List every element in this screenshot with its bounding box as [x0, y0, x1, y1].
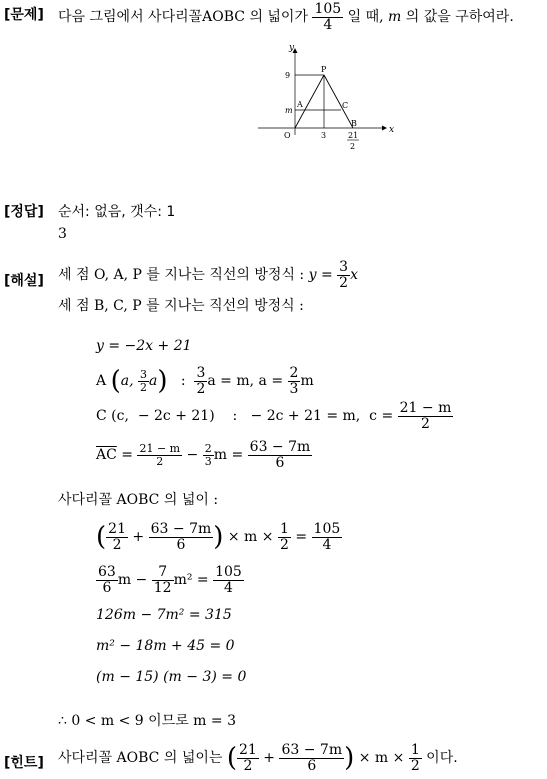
- eq-AC-length: [96, 440, 312, 470]
- frac-3-2b: [194, 366, 207, 396]
- frac-63-7m-6: [279, 743, 344, 773]
- tick-9: 9: [285, 71, 291, 80]
- frac-num: 21 − m: [139, 442, 181, 456]
- frac-den: 6: [307, 757, 317, 774]
- frac-den: 4: [224, 579, 233, 596]
- frac-3-2: [138, 369, 149, 393]
- frac-den: 2: [112, 536, 122, 553]
- frac-2-3: [288, 366, 301, 396]
- frac-num: 2: [289, 365, 299, 381]
- point-A-label: A: [96, 373, 111, 390]
- origin-O: O: [284, 131, 291, 140]
- frac-den: 2: [196, 380, 206, 397]
- problem-area-fraction: [312, 2, 343, 32]
- hint-label: [힌트]: [4, 755, 44, 771]
- paren-open: (: [110, 366, 121, 397]
- eq-line-bcp: y = −2x + 21: [96, 338, 192, 354]
- eq-point-A: [96, 366, 314, 396]
- frac-num: 63 − 7m: [249, 439, 311, 455]
- frac-63-7m-6: [248, 440, 313, 470]
- frac-21m-2: [137, 443, 182, 467]
- frac-1-2: [278, 522, 291, 552]
- plus: +: [127, 529, 149, 546]
- frac-den: 2: [279, 536, 289, 553]
- frac-num: 3: [139, 368, 147, 382]
- point-A: A: [297, 100, 303, 109]
- answer-value: 3: [58, 226, 67, 242]
- problem-text: [58, 2, 514, 32]
- answer-line1: 순서: 없음, 갯수: 1: [58, 204, 176, 220]
- frac-num: 21: [108, 521, 126, 537]
- y-axis-label: y: [289, 43, 295, 53]
- eq-sign: =: [316, 267, 338, 284]
- paren-open: (: [96, 522, 107, 553]
- eq-text1: a = m, a =: [207, 373, 288, 390]
- frac-num: 21 − m: [399, 400, 452, 416]
- point-B: B: [351, 119, 357, 128]
- frac-num: 2: [204, 442, 212, 456]
- frac-num: 1: [279, 521, 289, 537]
- frac-21-2: [237, 743, 259, 773]
- frac-num: 105: [314, 1, 342, 17]
- frac-den: 4: [323, 16, 333, 33]
- frac-2-3: [203, 443, 214, 467]
- var-x: x: [350, 267, 358, 284]
- eq-area: [96, 522, 342, 552]
- solution-line2: 세 점 B, C, P 를 지나는 직선의 방정식 :: [58, 298, 304, 314]
- line1-text: 세 점 O, A, P 를 지나는 직선의 방정식 :: [58, 267, 309, 284]
- problem-post2: 의 값을 구하여라.: [401, 9, 514, 26]
- eq-simplified: 126m − 7m² = 315: [96, 607, 232, 623]
- point-C: C: [342, 101, 349, 110]
- eq-sign: =: [116, 447, 138, 464]
- frac-den: 3: [204, 454, 212, 468]
- frac-den: 2: [243, 757, 253, 774]
- frac-1-2: [409, 743, 422, 773]
- eq-point-C: [96, 401, 453, 431]
- frac-num: 63 − 7m: [281, 742, 343, 758]
- paren-close: ): [344, 743, 355, 774]
- area-label: 사다리꼴 AOBC 의 넓이 :: [58, 492, 219, 508]
- frac-105-4: [312, 522, 343, 552]
- frac-63-7m-6: [149, 522, 214, 552]
- point-P: P: [321, 65, 327, 74]
- paren-close: ): [157, 366, 168, 397]
- tick-3: 3: [321, 131, 327, 140]
- var-y: y: [308, 267, 317, 284]
- slope-fraction: [337, 260, 350, 290]
- frac-den: 6: [176, 536, 186, 553]
- hint-pre: 사다리꼴 AOBC 의 넓이는: [58, 750, 227, 767]
- frac-num: 105: [313, 521, 341, 537]
- eq-sign: =: [290, 529, 312, 546]
- frac-den: 12: [153, 579, 172, 596]
- hint-post: 이다.: [421, 750, 458, 767]
- solution-label: [해설]: [4, 273, 44, 289]
- frac-num: 105: [215, 564, 242, 580]
- eq-text2: m² =: [173, 572, 214, 589]
- frac-den: 2: [156, 454, 164, 468]
- paren-close: ): [213, 522, 224, 553]
- frac-num: 3: [196, 365, 206, 381]
- point-C-text: C (c, − 2c + 21) : − 2c + 21 = m, c =: [96, 408, 398, 425]
- frac-den: 6: [275, 454, 285, 471]
- frac-63-6: [96, 565, 118, 595]
- x-axis-label: x: [389, 125, 394, 135]
- paren-open: (: [226, 743, 237, 774]
- frac-den: 2: [421, 415, 430, 432]
- eq-factored: (m − 15) (m − 3) = 0: [96, 669, 247, 685]
- solution-line1: [58, 260, 358, 290]
- minus: −: [182, 447, 203, 464]
- x-axis-arrow: [382, 126, 387, 131]
- frac-num: 7: [152, 565, 174, 581]
- frac-den: 3: [289, 380, 299, 397]
- frac-7-12: [152, 565, 174, 595]
- frac-den: 6: [102, 579, 112, 596]
- answer-label: [정답]: [4, 204, 44, 220]
- frac-den: 2: [339, 274, 349, 291]
- coord-a2: a: [148, 373, 158, 390]
- tick-2: 2: [350, 142, 356, 151]
- frac-den: 2: [139, 380, 147, 394]
- frac-num: 1: [410, 742, 420, 758]
- frac-den: 4: [322, 536, 332, 553]
- line-PB: [324, 75, 353, 128]
- colon: :: [167, 373, 195, 390]
- segment-AC: $\overline{AC}$: [96, 447, 117, 464]
- tick-m: m: [285, 106, 293, 115]
- eq-m: m =: [213, 447, 248, 464]
- frac-105-4: [213, 565, 244, 595]
- coord-a: a,: [120, 373, 138, 390]
- problem-post1: 일 때,: [347, 9, 389, 26]
- conclusion: ∴ 0 < m < 9 이므로 m = 3: [58, 713, 236, 729]
- frac-den: 2: [410, 757, 420, 774]
- frac-num: 21: [239, 742, 257, 758]
- times-m: × m ×: [354, 750, 409, 767]
- problem-var: m: [388, 9, 402, 26]
- problem-label: [문제]: [4, 7, 44, 23]
- frac-num: 3: [339, 259, 349, 275]
- frac-21-2: [106, 522, 128, 552]
- eq-expand: [96, 565, 244, 595]
- problem-pre: 다음 그림에서 사다리꼴AOBC 의 넓이가: [58, 9, 308, 26]
- hint-text: [58, 743, 458, 773]
- eq-text2: m: [300, 373, 314, 390]
- plus: +: [258, 750, 280, 767]
- frac-num: 63: [98, 564, 116, 580]
- eq-text1: m −: [117, 572, 152, 589]
- eq-quadratic: m² − 18m + 45 = 0: [96, 638, 235, 654]
- frac-num: 63 − 7m: [150, 521, 212, 537]
- times-m: × m ×: [223, 529, 278, 546]
- frac-c: [398, 401, 454, 431]
- tick-21: 21: [348, 131, 359, 140]
- trapezoid-figure: [258, 40, 394, 155]
